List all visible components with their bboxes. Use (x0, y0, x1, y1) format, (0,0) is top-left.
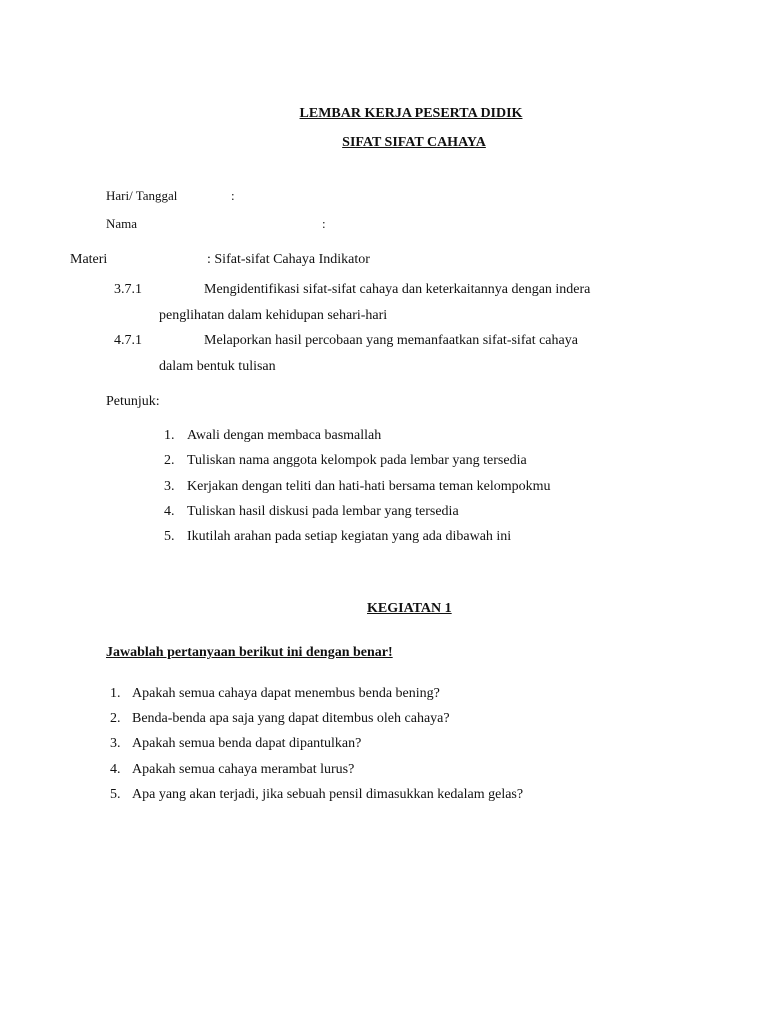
indicator-text-continued: penglihatan dalam kehidupan sehari-hari (159, 308, 388, 323)
kegiatan-instruction: Jawablah pertanyaan berikut ini dengan benar! (106, 645, 393, 660)
page-subtitle: SIFAT SIFAT CAHAYA (342, 135, 486, 150)
name-label: Nama (106, 216, 138, 231)
petunjuk-item-number: 2. (164, 453, 175, 468)
question-text: Apakah semua benda dapat dipantulkan? (132, 736, 362, 751)
page-title: LEMBAR KERJA PESERTA DIDIK (299, 106, 523, 121)
petunjuk-label: Petunjuk: (106, 394, 160, 409)
indicator-text: Melaporkan hasil percobaan yang memanfaatkan sifat-sifat cahaya (204, 333, 578, 348)
materi-label: Materi (70, 252, 108, 267)
petunjuk-item: Ikutilah arahan pada setiap kegiatan yang ada dibawah ini (187, 529, 512, 544)
petunjuk-item: Awali dengan membaca basmallah (187, 428, 382, 443)
date-label: Hari/ Tanggal (106, 188, 178, 203)
indicator-number: 4.7.1 (114, 333, 142, 348)
question-text: Benda-benda apa saja yang dapat ditembus oleh cahaya? (132, 711, 450, 726)
name-colon: : (322, 216, 326, 231)
date-colon: : (231, 188, 235, 203)
materi-value: : Sifat-sifat Cahaya Indikator (207, 252, 370, 267)
kegiatan-title: KEGIATAN 1 (367, 601, 452, 616)
question-number: 5. (110, 787, 121, 802)
indicator-text-continued: dalam bentuk tulisan (159, 359, 276, 374)
petunjuk-item-number: 3. (164, 479, 175, 494)
question-number: 1. (110, 686, 121, 701)
petunjuk-item: Kerjakan dengan teliti dan hati-hati bersama teman kelompokmu (187, 479, 551, 494)
indicator-text: Mengidentifikasi sifat-sifat cahaya dan keterkaitannya dengan indera (204, 282, 591, 297)
question-text: Apakah semua cahaya dapat menembus benda bening? (132, 686, 440, 701)
petunjuk-item-number: 4. (164, 504, 175, 519)
question-text: Apa yang akan terjadi, jika sebuah pensil dimasukkan kedalam gelas? (132, 787, 524, 802)
petunjuk-item: Tuliskan nama anggota kelompok pada lembar yang tersedia (187, 453, 527, 468)
petunjuk-item: Tuliskan hasil diskusi pada lembar yang tersedia (187, 504, 459, 519)
question-number: 2. (110, 711, 121, 726)
petunjuk-item-number: 5. (164, 529, 175, 544)
petunjuk-item-number: 1. (164, 428, 175, 443)
question-text: Apakah semua cahaya merambat lurus? (132, 762, 355, 777)
question-number: 4. (110, 762, 121, 777)
question-number: 3. (110, 736, 121, 751)
indicator-number: 3.7.1 (114, 282, 142, 297)
